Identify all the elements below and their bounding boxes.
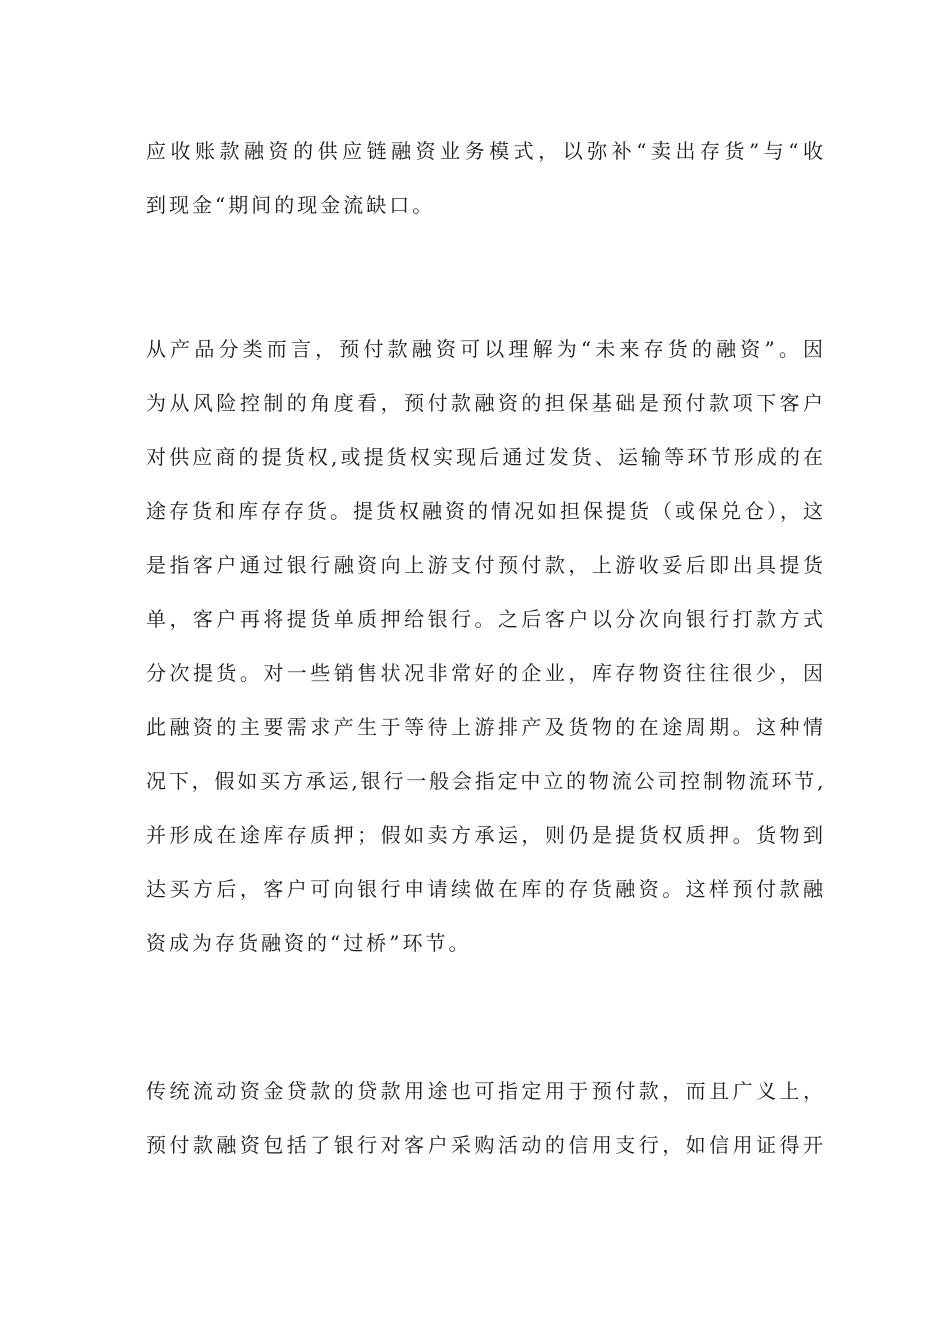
paragraph-2-line-8: 此融资的主要需求产生于等待上游排产及货物的在途周期。这种情 xyxy=(146,715,826,739)
paragraph-2-line-10: 并形成在途库存质押；假如卖方承运，则仍是提货权质押。货物到 xyxy=(146,823,826,847)
paragraph-2-line-9: 况下，假如买方承运,银行一般会指定中立的物流公司控制物流环节, xyxy=(146,769,826,793)
paragraph-1-line-1: 应收账款融资的供应链融资业务模式，以弥补“卖出存货”与“收 xyxy=(146,139,826,163)
paragraph-1-line-2: 到现金“期间的现金流缺口。 xyxy=(146,193,436,217)
paragraph-2-line-12: 资成为存货融资的“过桥”环节。 xyxy=(146,931,472,955)
paragraph-2-line-6: 单，客户再将提货单质押给银行。之后客户以分次向银行打款方式 xyxy=(146,607,826,631)
paragraph-3-line-2: 预付款融资包括了银行对客户采购活动的信用支行，如信用证得开 xyxy=(146,1133,826,1157)
paragraph-2-line-2: 为从风险控制的角度看，预付款融资的担保基础是预付款项下客户 xyxy=(146,391,826,415)
paragraph-2-line-11: 达买方后，客户可向银行申请续做在库的存货融资。这样预付款融 xyxy=(146,877,826,901)
paragraph-2-line-4: 途存货和库存存货。提货权融资的情况如担保提货（或保兑仓），这 xyxy=(146,499,826,523)
paragraph-2-line-5: 是指客户通过银行融资向上游支付预付款，上游收妥后即出具提货 xyxy=(146,553,826,577)
paragraph-3-line-1: 传统流动资金贷款的贷款用途也可指定用于预付款，而且广义上， xyxy=(146,1079,826,1103)
paragraph-2-line-1: 从产品分类而言，预付款融资可以理解为“未来存货的融资”。因 xyxy=(146,337,826,361)
paragraph-2-line-3: 对供应商的提货权,或提货权实现后通过发货、运输等环节形成的在 xyxy=(146,445,826,469)
paragraph-2-line-7: 分次提货。对一些销售状况非常好的企业，库存物资往往很少，因 xyxy=(146,661,826,685)
